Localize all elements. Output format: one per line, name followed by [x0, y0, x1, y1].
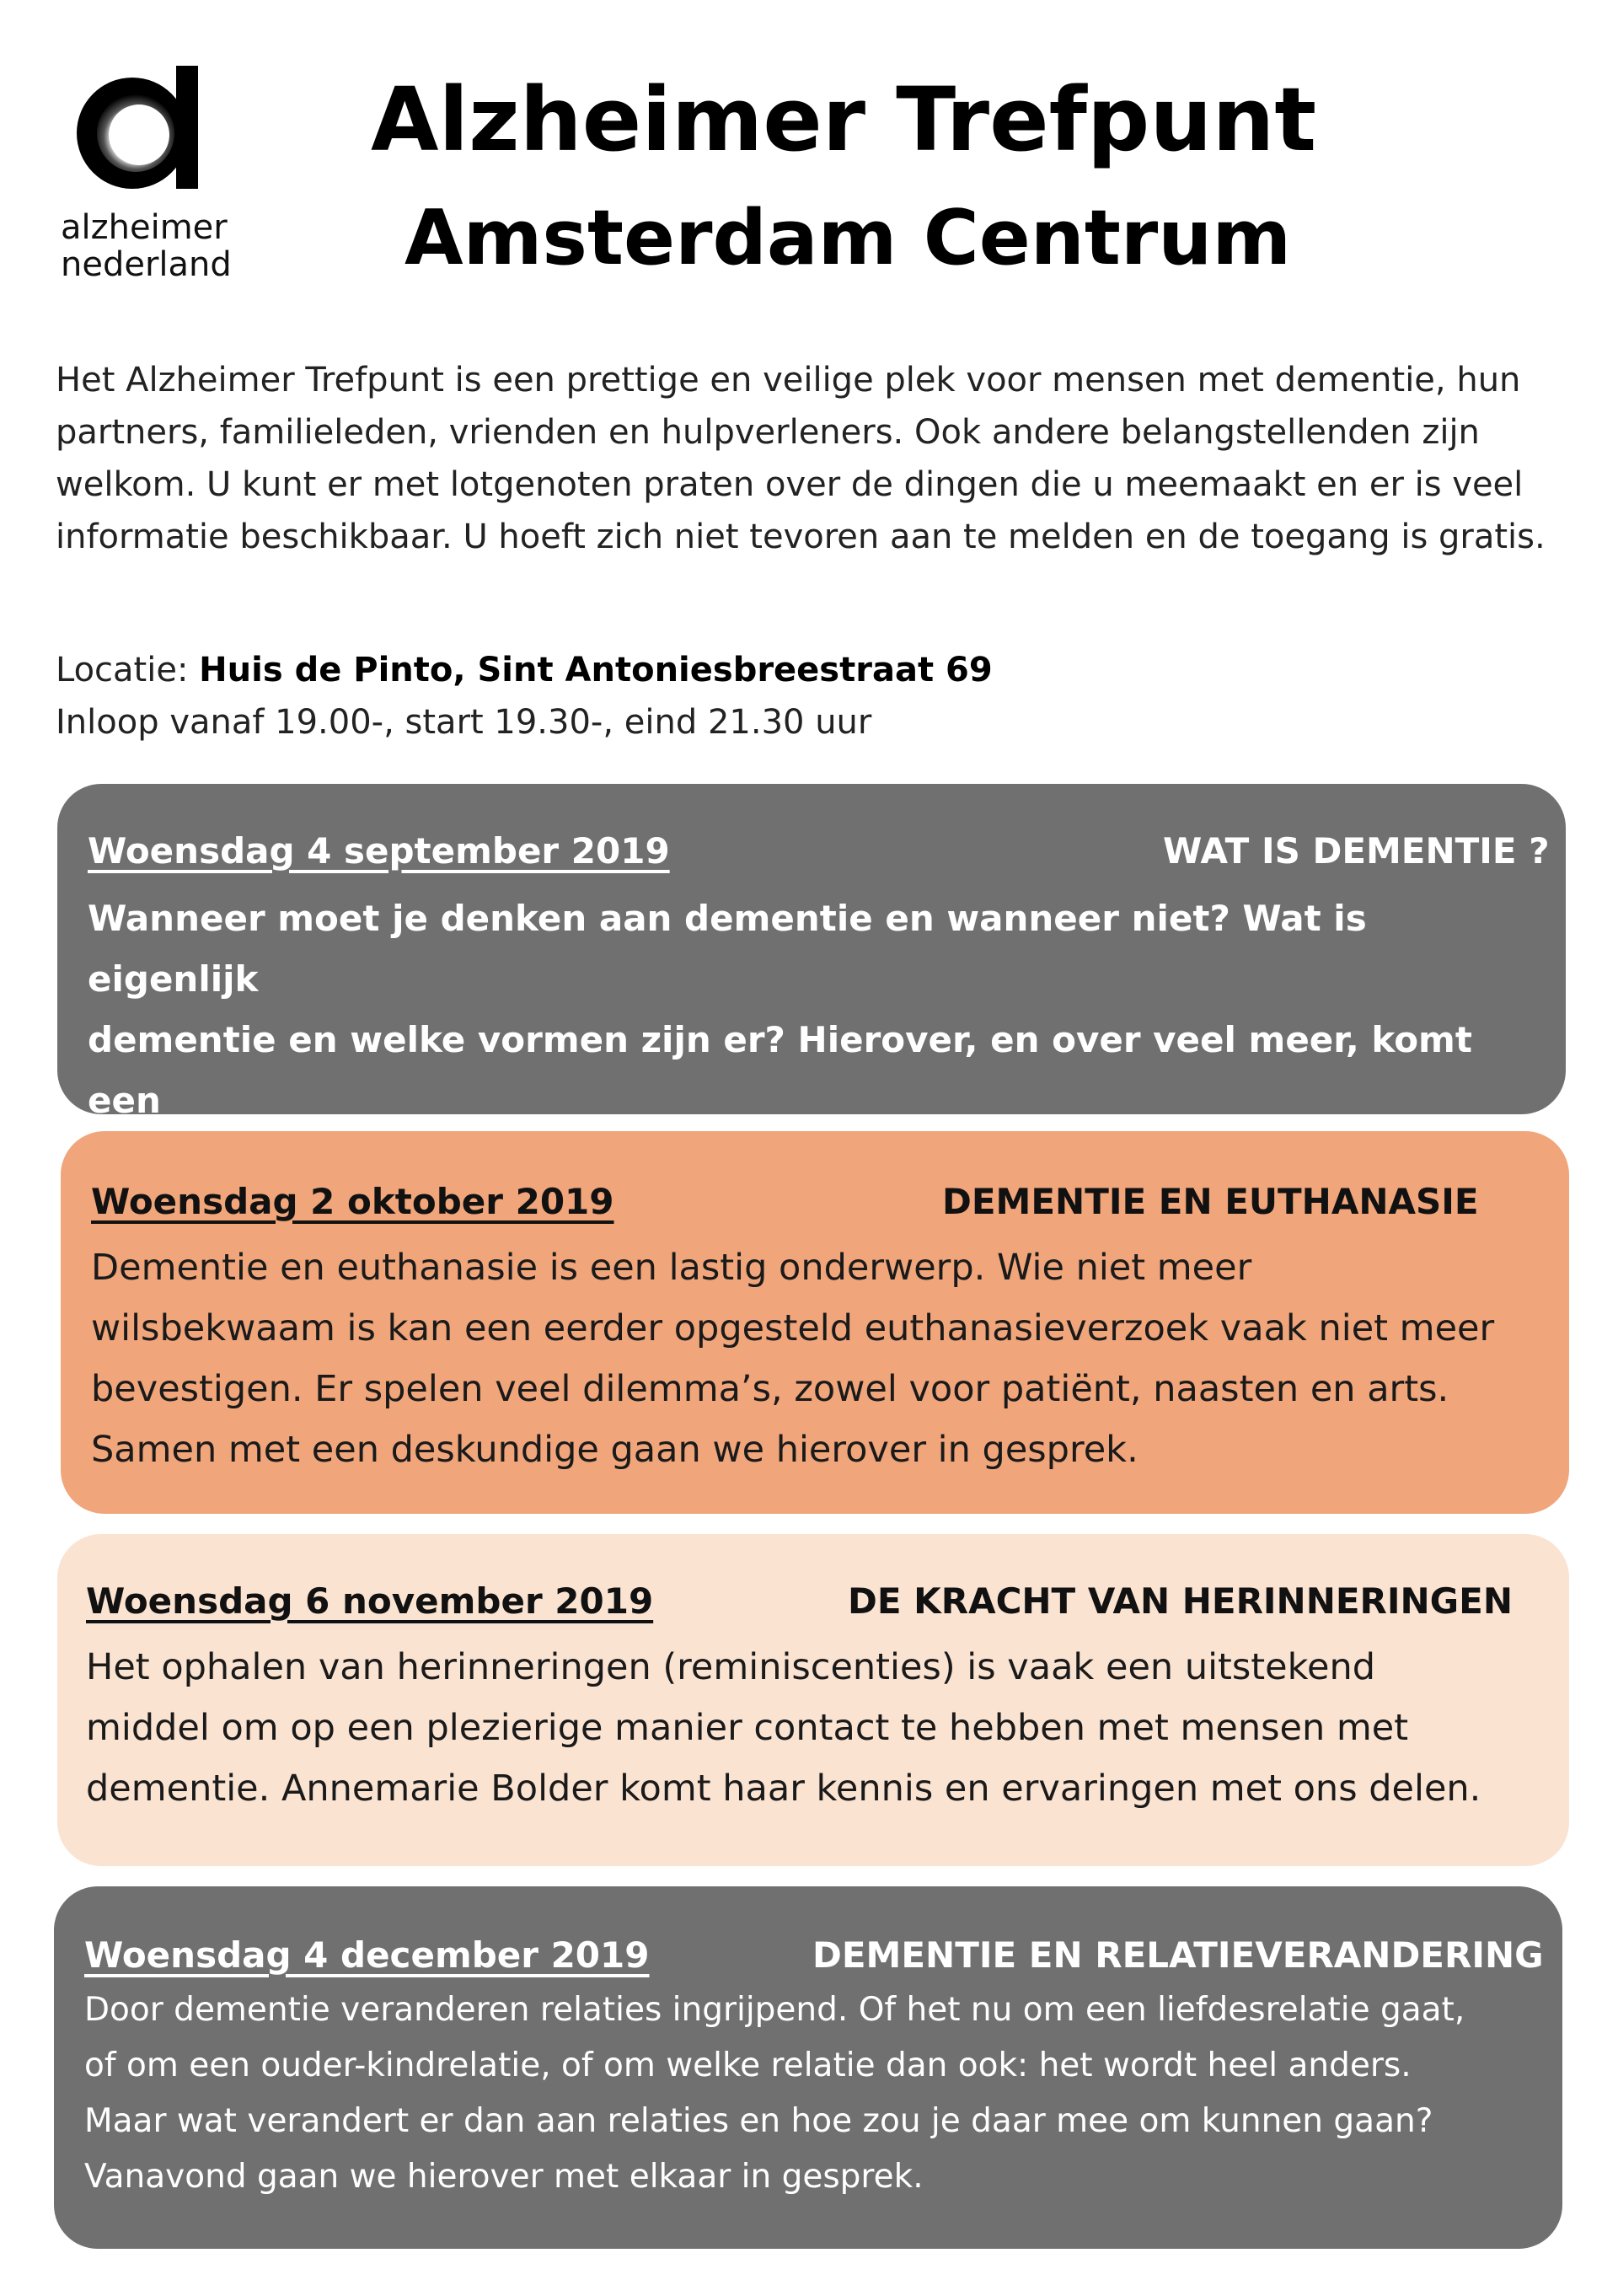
event-line: Wanneer moet je denken aan dementie en wanneer niet? Wat is eigenlijk — [88, 898, 1367, 1000]
event-line: Door dementie veranderen relaties ingrijpend. Of het nu om een liefdesrelatie gaat, — [84, 1991, 1465, 2029]
event-topic: DE KRACHT VAN HERINNERINGEN — [848, 1580, 1513, 1622]
event-card-november — [57, 1534, 1569, 1866]
event-line: Vanavond gaan we hierover met elkaar in gesprek. — [84, 2158, 924, 2196]
intro-paragraph: Het Alzheimer Trefpunt is een prettige en veilige plek voor mensen met dementie, hun partners, familieleden, vrienden en hulpverleners. Ook andere belangstellenden zijn welkom. U kunt er met lotgenoten praten over de dingen die u meemaakt en er is veel informatie beschikbaar. U hoeft zich niet tevoren aan te melden en de toegang is gratis. — [56, 361, 1546, 556]
location-place: Huis de Pinto, Sint Antoniesbreestraat 69 — [199, 651, 993, 689]
logo-line-2: nederland — [61, 245, 232, 284]
event-card-oktober — [61, 1131, 1569, 1514]
event-topic: DEMENTIE EN EUTHANASIE — [942, 1181, 1479, 1222]
event-line: Het ophalen van herinneringen (reminiscenties) is vaak een uitstekend — [86, 1646, 1375, 1688]
event-header — [86, 1578, 1540, 1639]
event-description — [84, 1982, 1532, 2205]
event-line: Dementie en euthanasie is een lastig onderwerp. Wie niet meer — [91, 1247, 1252, 1289]
logo-line-1: alzheimer — [61, 208, 228, 247]
event-line: Samen met een deskundige gaan we hierover in gesprek. — [91, 1429, 1138, 1471]
event-line: bevestigen. Er spelen veel dilemma’s, zowel voor patiënt, naasten en arts. — [91, 1368, 1449, 1410]
event-date: Woensdag 4 december 2019 — [84, 1934, 650, 1976]
event-line: dementie. Annemarie Bolder komt haar kennis en ervaringen met ons delen. — [86, 1768, 1481, 1810]
page-subtitle: Amsterdam Centrum — [404, 194, 1292, 282]
event-date: Woensdag 2 oktober 2019 — [91, 1181, 614, 1222]
page-title: Alzheimer Trefpunt — [371, 68, 1317, 171]
event-line: Maar wat verandert er dan aan relaties en hoe zou je daar mee om kunnen gaan? — [84, 2102, 1433, 2140]
alzheimer-nederland-logo — [51, 59, 261, 303]
alzheimer-a-logo-icon — [72, 59, 206, 194]
location-times: Inloop vanaf 19.00-, start 19.30-, eind 21.30 uur — [56, 703, 872, 742]
event-header — [88, 828, 1550, 888]
location-block — [56, 644, 1572, 748]
event-date: Woensdag 6 november 2019 — [86, 1580, 654, 1622]
event-card-december — [54, 1886, 1562, 2249]
event-header — [91, 1178, 1539, 1239]
event-description — [91, 1237, 1539, 1480]
logo-wordmark — [61, 209, 232, 283]
event-line: middel om op een plezierige manier contact te hebben met mensen met — [86, 1707, 1409, 1749]
event-card-september — [57, 784, 1566, 1121]
location-line — [56, 644, 1572, 696]
event-line: of om een ouder-kindrelatie, of om welke relatie dan ook: het wordt heel anders. — [84, 2047, 1412, 2084]
event-topic: WAT IS DEMENTIE ? — [1163, 830, 1550, 872]
event-date: Woensdag 4 september 2019 — [88, 830, 670, 872]
event-line: dementie en welke vormen zijn er? Hierover, en over veel meer, komt een — [88, 1019, 1472, 1121]
event-line: wilsbekwaam is kan een eerder opgesteld euthanasieverzoek vaak niet meer — [91, 1307, 1495, 1349]
event-description — [86, 1637, 1540, 1819]
location-label: Locatie: — [56, 651, 189, 689]
event-topic: DEMENTIE EN RELATIEVERANDERING — [812, 1934, 1544, 1976]
